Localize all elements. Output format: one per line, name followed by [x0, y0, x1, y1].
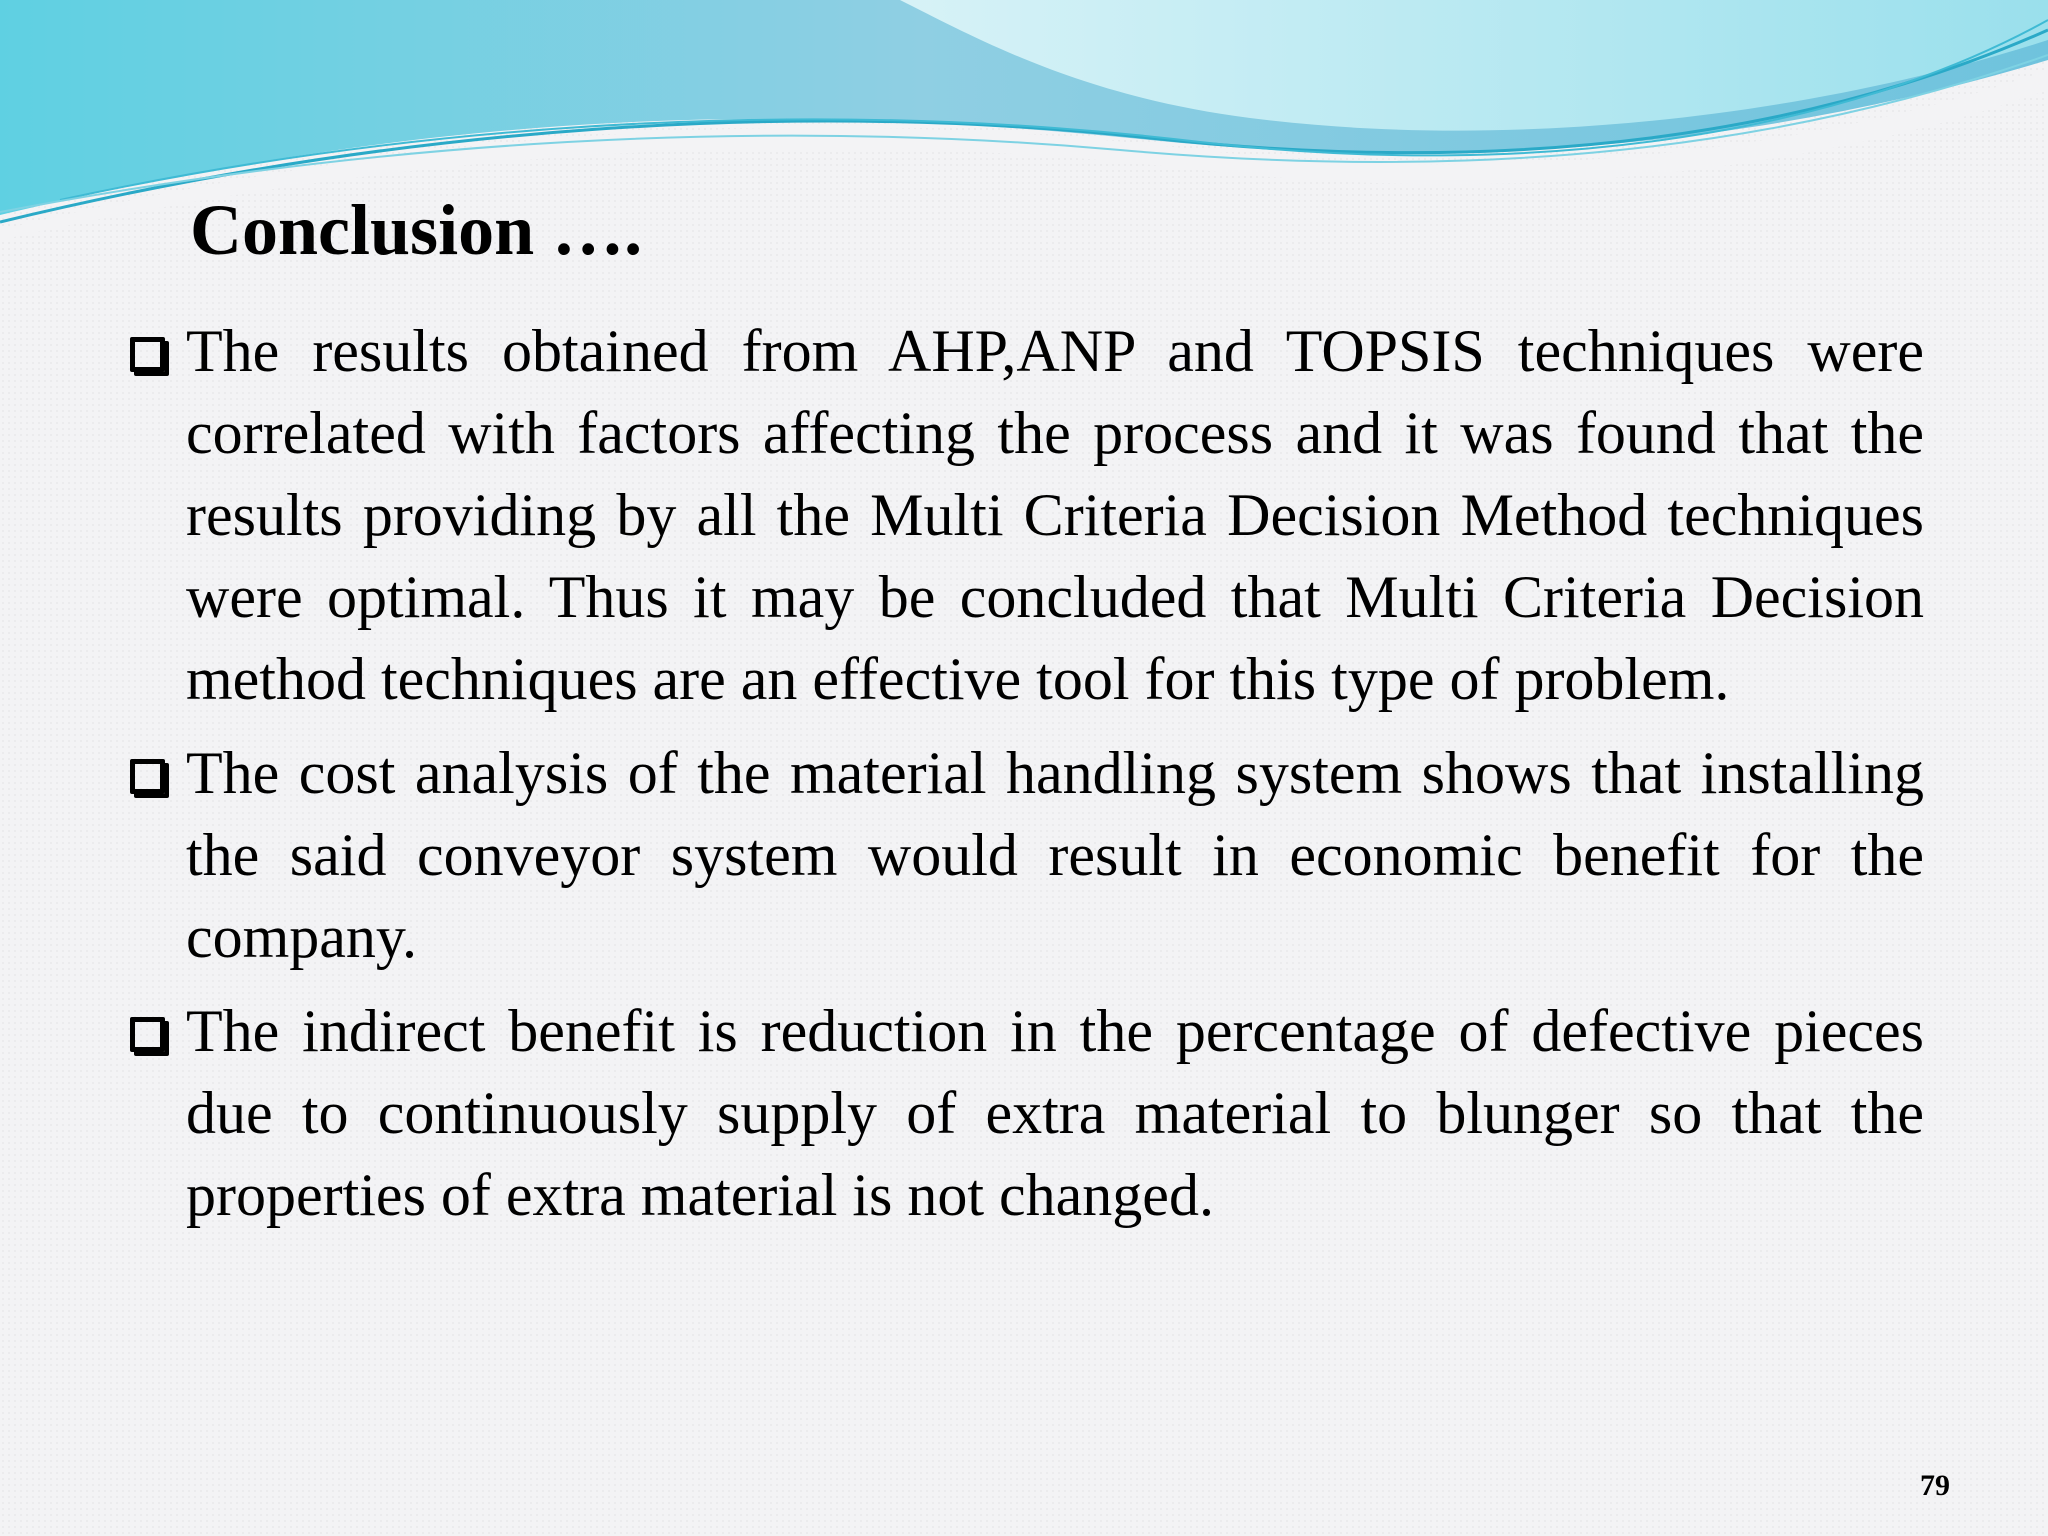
page-number: 79 — [1920, 1469, 1950, 1502]
checkbox-bullet-icon — [130, 337, 165, 372]
bullet-text: The results obtained from AHP,ANP and TOPSIS techniques were correlated with factors affecting the process and it was found that the results providing by all the Multi Criteria Decision Method techniques were optimal. Thus it may be concluded that Multi Criteria Decision method techniques are an effective tool for this type of problem. — [186, 318, 1924, 712]
bullet-list — [128, 310, 1924, 1236]
bullet-text: The cost analysis of the material handling system shows that installing the said conveyor system would result in economic benefit for the company. — [186, 740, 1924, 970]
bullet-item — [128, 732, 1924, 978]
slide-title: Conclusion …. — [190, 190, 643, 270]
bullet-item — [128, 990, 1924, 1236]
bullet-item — [128, 310, 1924, 720]
checkbox-bullet-icon — [130, 759, 165, 794]
checkbox-bullet-icon — [130, 1017, 165, 1052]
bullet-text: The indirect benefit is reduction in the percentage of defective pieces due to continuously supply of extra material to blunger so that the properties of extra material is not changed. — [186, 998, 1924, 1228]
